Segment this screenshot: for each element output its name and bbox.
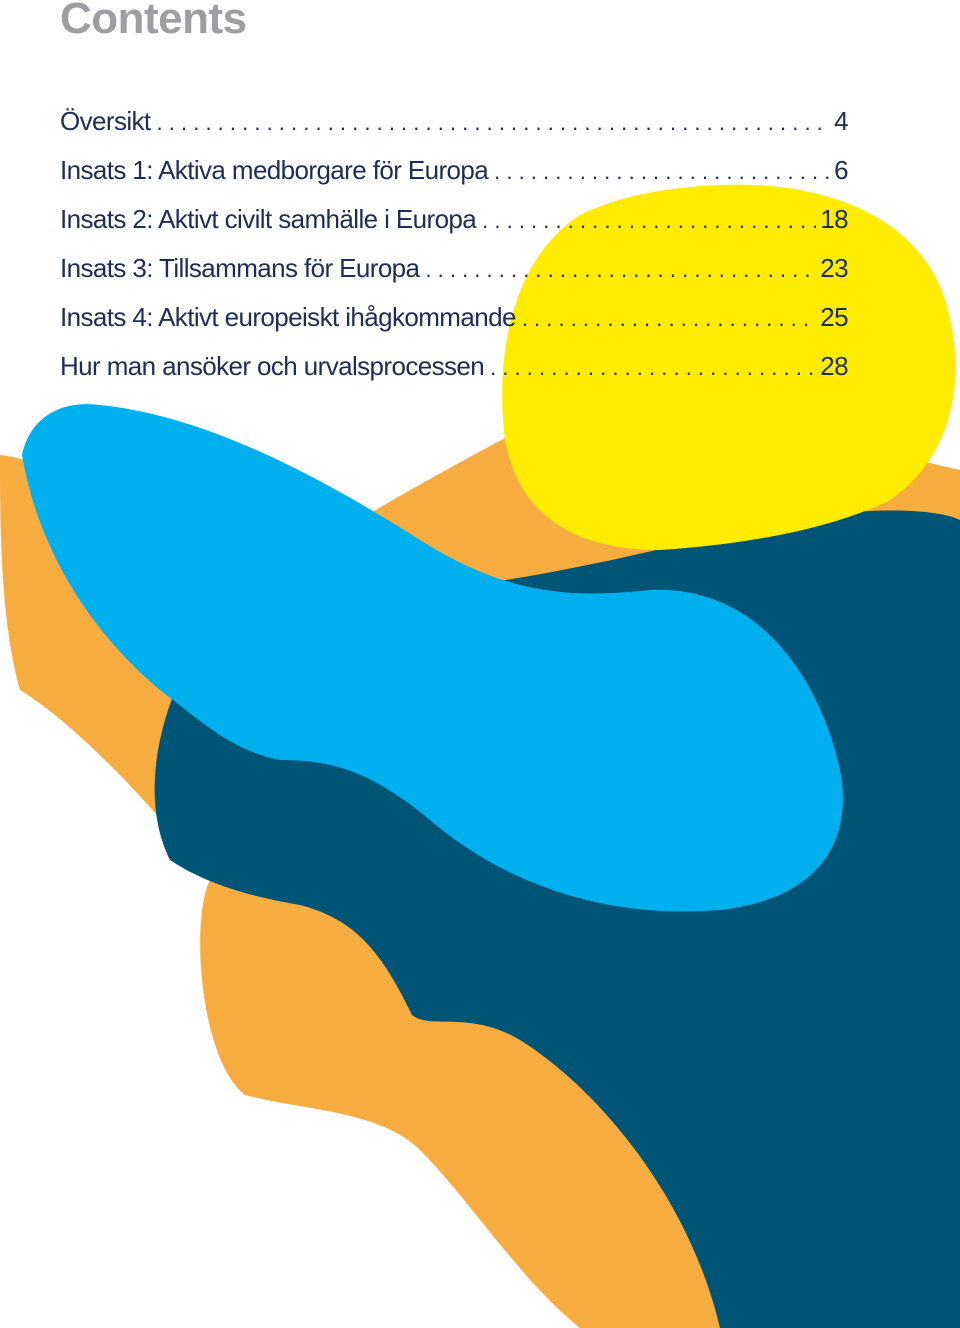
toc-page-number: 4 xyxy=(834,106,848,136)
toc-entry[interactable] xyxy=(60,204,848,253)
toc-dot-leader xyxy=(490,355,816,381)
table-of-contents xyxy=(60,106,848,400)
toc-page-number: 28 xyxy=(820,351,848,381)
page-title: Contents xyxy=(60,0,247,43)
toc-entry-title: Hur man ansöker och urvalsprocessen xyxy=(60,351,485,381)
toc-page-number: 18 xyxy=(820,204,848,234)
toc-dot-leader xyxy=(494,159,830,185)
toc-entry[interactable] xyxy=(60,106,848,155)
toc-page-number: 25 xyxy=(820,302,848,332)
toc-dot-leader xyxy=(522,306,816,332)
toc-entry-title: Insats 3: Tillsammans för Europa xyxy=(60,253,420,283)
toc-entry[interactable] xyxy=(60,253,848,302)
toc-entry[interactable] xyxy=(60,351,848,400)
toc-page-number: 23 xyxy=(820,253,848,283)
toc-entry-title: Insats 1: Aktiva medborgare för Europa xyxy=(60,155,489,185)
toc-dot-leader xyxy=(482,208,816,234)
toc-entry[interactable] xyxy=(60,155,848,204)
toc-entry-title: Översikt xyxy=(60,106,151,136)
toc-entry-title: Insats 2: Aktivt civilt samhälle i Europa xyxy=(60,204,477,234)
toc-entry-title: Insats 4: Aktivt europeiskt ihågkommande xyxy=(60,302,516,332)
toc-dot-leader xyxy=(157,110,831,136)
toc-dot-leader xyxy=(425,257,816,283)
toc-page-number: 6 xyxy=(834,155,848,185)
toc-entry[interactable] xyxy=(60,302,848,351)
